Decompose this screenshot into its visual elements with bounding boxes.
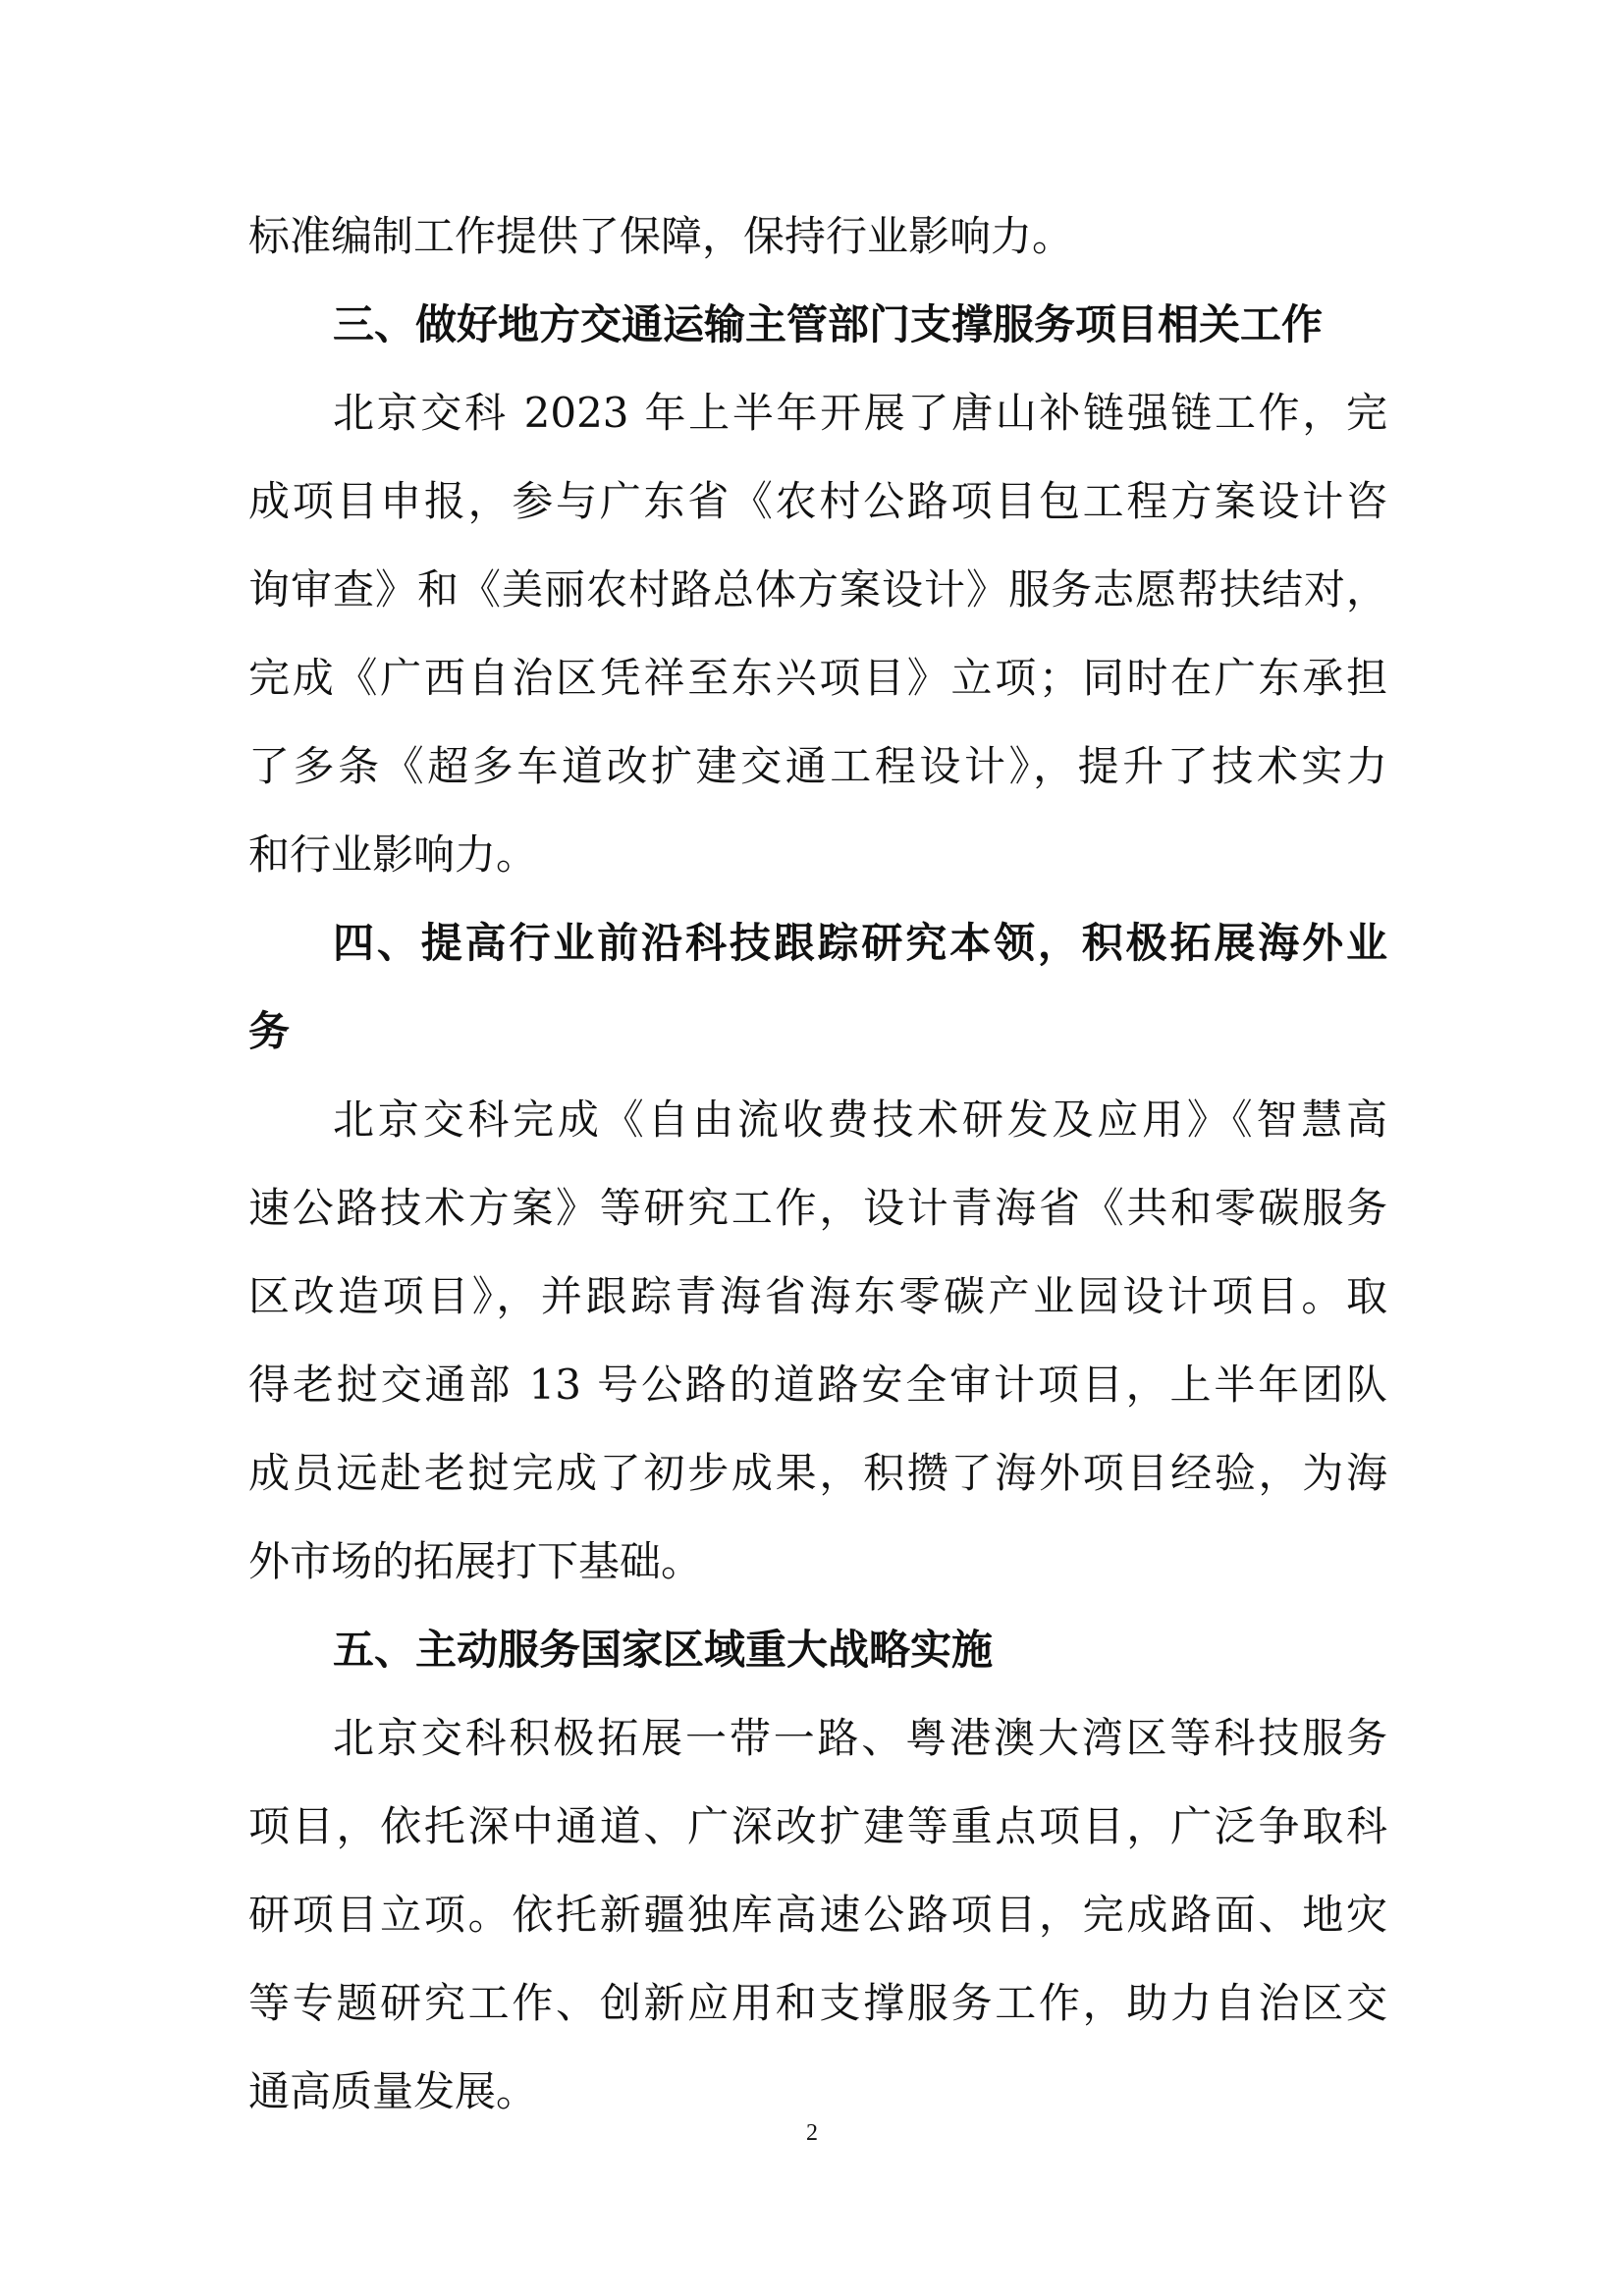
page-number: 2 xyxy=(806,2120,818,2146)
paragraph-line: 了多条《超多车道改扩建交通工程设计》，提升了技术实力 xyxy=(248,742,1387,790)
paragraph-line: 区改造项目》，并跟踪青海省海东零碳产业园设计项目。取 xyxy=(248,1272,1387,1320)
paragraph-line: 标准编制工作提供了保障，保持行业影响力。 xyxy=(248,212,1074,260)
paragraph-line: 得老挝交通部 13 号公路的道路安全审计项目，上半年团队 xyxy=(248,1361,1387,1409)
paragraph-line: 成员远赴老挝完成了初步成果，积攒了海外项目经验，为海 xyxy=(248,1449,1387,1497)
section-heading-4: 四、提高行业前沿科技跟踪研究本领，积极拓展海外业 xyxy=(333,919,1387,967)
paragraph-line: 完成《广西自治区凭祥至东兴项目》立项；同时在广东承担 xyxy=(248,654,1387,702)
section-heading-3: 三、做好地方交通运输主管部门支撑服务项目相关工作 xyxy=(333,300,1324,348)
paragraph-line: 项目，依托深中通道、广深改扩建等重点项目，广泛争取科 xyxy=(248,1802,1387,1850)
paragraph-line: 研项目立项。依托新疆独库高速公路项目，完成路面、地灾 xyxy=(248,1891,1387,1939)
paragraph-line: 询审查》和《美丽农村路总体方案设计》服务志愿帮扶结对， xyxy=(248,565,1387,614)
paragraph-line: 北京交科 2023 年上半年开展了唐山补链强链工作，完 xyxy=(333,389,1387,437)
section-heading-4-continued: 务 xyxy=(248,1007,291,1055)
paragraph-line: 速公路技术方案》等研究工作，设计青海省《共和零碳服务 xyxy=(248,1184,1387,1232)
paragraph-line: 成项目申报，参与广东省《农村公路项目包工程方案设计咨 xyxy=(248,477,1387,525)
paragraph-line: 外市场的拓展打下基础。 xyxy=(248,1537,703,1585)
paragraph-line: 等专题研究工作、创新应用和支撑服务工作，助力自治区交 xyxy=(248,1979,1387,2027)
paragraph-line: 北京交科积极拓展一带一路、粤港澳大湾区等科技服务 xyxy=(333,1714,1387,1762)
paragraph-line: 通高质量发展。 xyxy=(248,2067,538,2115)
section-heading-5: 五、主动服务国家区域重大战略实施 xyxy=(333,1626,994,1674)
paragraph-line: 和行业影响力。 xyxy=(248,830,538,879)
document-body xyxy=(248,192,1387,2136)
paragraph-line: 北京交科完成《自由流收费技术研发及应用》《智慧高 xyxy=(333,1095,1387,1144)
